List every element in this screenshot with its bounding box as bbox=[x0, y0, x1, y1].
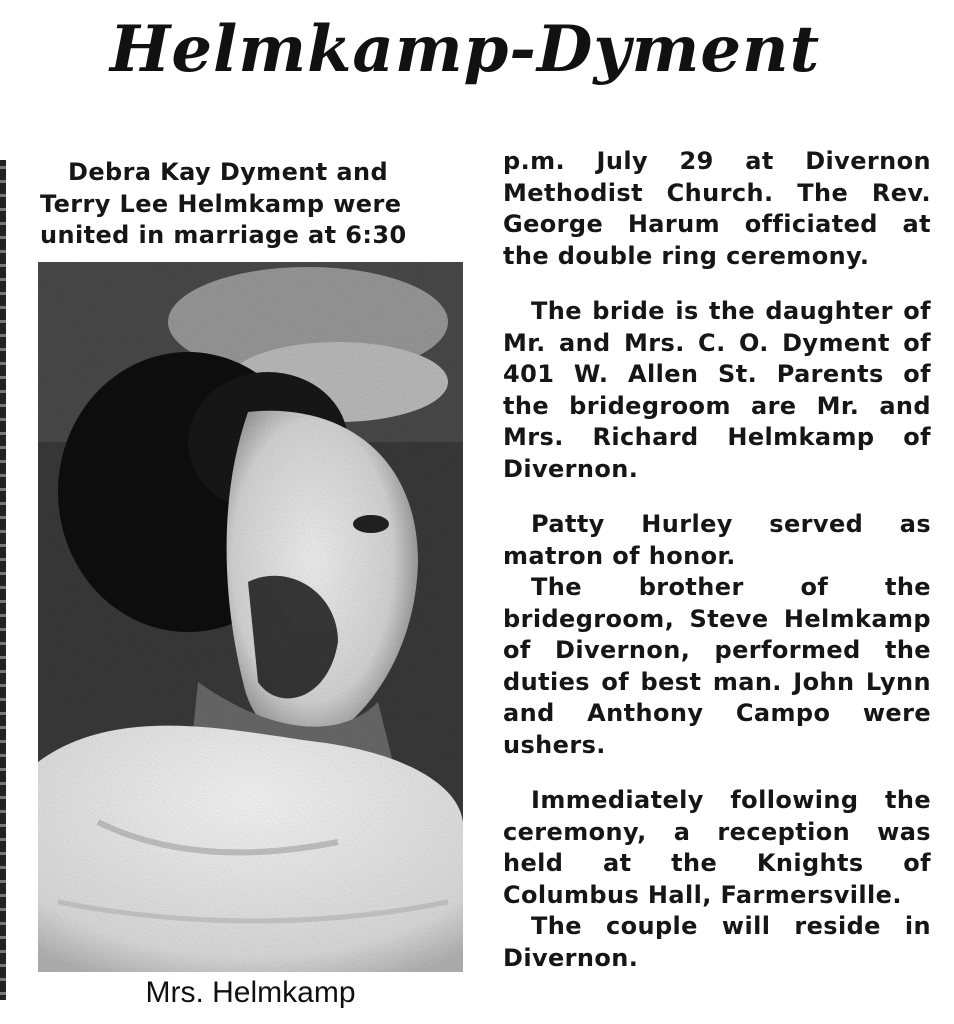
paragraph-matron: Patty Hurley served as matron of honor. bbox=[503, 510, 931, 570]
paragraph-reception: Immediately following the ceremony, a reception was held at the Knights of Columbus Hall, Farmersville. bbox=[503, 786, 931, 909]
intro-line-1: Debra Kay Dyment and bbox=[68, 158, 389, 186]
photo-caption: Mrs. Helmkamp bbox=[145, 976, 356, 1009]
headline: Helmkamp-Dyment bbox=[109, 12, 821, 87]
bride-photo bbox=[38, 262, 463, 972]
paragraph-best-man: The brother of the bridegroom, Steve Helmkamp of Divernon, performed the duties of best man. John Lynn and Anthony Campo were ushers. bbox=[503, 573, 931, 759]
article-column-right bbox=[503, 146, 931, 974]
paragraph-parents: The bride is the daughter of Mr. and Mrs. C. O. Dyment of 401 W. Allen St. Parents of the bridegroom are Mr. and Mrs. Richard Helmkamp of Divernon. bbox=[503, 297, 931, 483]
intro-line-3: united in marriage at 6:30 bbox=[40, 221, 407, 249]
column-rule bbox=[0, 160, 6, 1000]
intro-line-2: Terry Lee Helmkamp were bbox=[40, 189, 402, 218]
paragraph-ceremony: p.m. July 29 at Divernon Methodist Church. The Rev. George Harum officiated at the double ring ceremony. bbox=[503, 147, 931, 270]
article-column-left bbox=[40, 157, 460, 252]
paragraph-residence: The couple will reside in Divernon. bbox=[503, 912, 931, 972]
